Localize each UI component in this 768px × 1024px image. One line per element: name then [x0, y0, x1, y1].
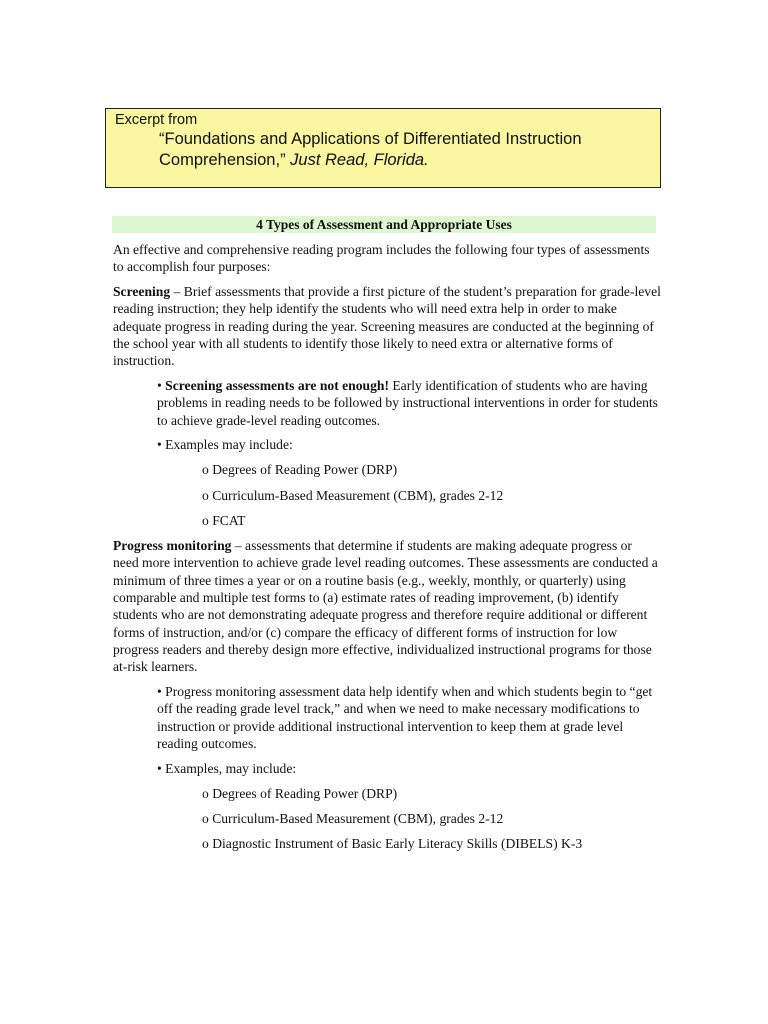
screening-bullet-2-text: Examples may include: — [165, 437, 293, 453]
screening-example: o Curriculum-Based Measurement (CBM), grades 2-12 — [202, 487, 504, 503]
progress-term: Progress monitoring — [113, 538, 232, 554]
progress-example: o Degrees of Reading Power (DRP) — [202, 785, 398, 801]
progress-definition: – assessments that determine if students are making adequate progress or need more intervention to achieve grade level reading outcomes. These assessments are conducted a minimum of three times a year or on a routine basis (e.g., weekly, monthly, or quarterly) using comparable and multiple test forms to (a) estimate rates of reading improvement, (b) identify students who are not demonstrating adequate progress and therefore require additional or different forms of instruction, and/or (c) compare the efficacy of different forms of instruction for low progress readers and thereby design more effective, individualized instructional programs for those at-risk learners. — [113, 538, 658, 675]
screening-paragraph — [113, 283, 661, 369]
progress-bullet-2: • Examples, may include: — [157, 760, 297, 776]
screening-example: o FCAT — [202, 512, 246, 528]
section-heading: 4 Types of Assessment and Appropriate Uses — [112, 216, 656, 233]
intro-paragraph: An effective and comprehensive reading program includes the following four types of assessments to accomplish four purposes: — [113, 242, 650, 275]
screening-bullet-1-text: Early identification of students who are having problems in reading needs to be followed by instructional interventions in order for students to achieve grade-level reading outcomes. — [157, 378, 658, 428]
screening-term: Screening — [113, 284, 171, 300]
screening-bullet-2: • Examples may include: — [157, 437, 293, 453]
screening-definition: – Brief assessments that provide a first picture of the student’s preparation for grade-level reading instruction; they help identify the students who will need extra help in order to make adequate progress in reading during the year. Screening measures are conducted at the beginning of the school year with all students to identify those likely to need extra or alternative forms of instruction. — [113, 284, 661, 369]
progress-bullet-1-text: Progress monitoring assessment data help identify when and which students begin to “get off the reading grade level track,” and when we need to make necessary modifications to instruction or provide additional instructional intervention to keep them at grade level reading outcomes. — [157, 684, 653, 751]
screening-example: o Degrees of Reading Power (DRP) — [202, 462, 398, 478]
excerpt-box — [105, 108, 661, 188]
progress-example: o Diagnostic Instrument of Basic Early Literacy Skills (DIBELS) K-3 — [202, 836, 583, 852]
excerpt-label: Excerpt from — [115, 112, 198, 128]
progress-bullet-1: • Progress monitoring assessment data help identify when and which students begin to “get off the reading grade level track,” and when we need to make necessary modifications to instruction or provide additional instructional intervention to keep them at grade level reading outcomes. — [157, 684, 653, 751]
progress-paragraph — [113, 537, 661, 675]
document-body — [113, 241, 661, 860]
progress-example: o Curriculum-Based Measurement (CBM), grades 2-12 — [202, 810, 504, 826]
excerpt-title-line1: “Foundations and Applications of Differentiated Instruction — [159, 130, 582, 148]
excerpt-title-line2: Comprehension,” — [159, 151, 291, 169]
screening-bullet-1: • Screening assessments are not enough! Early identification of students who are having problems in reading needs to be followed by instructional interventions in order for students to achieve grade-level reading outcomes. — [157, 378, 658, 428]
excerpt-source: Just Read, Florida. — [290, 151, 429, 169]
progress-bullet-2-text: Examples, may include: — [165, 760, 297, 776]
screening-bullet-1-bold: Screening assessments are not enough! — [165, 378, 389, 394]
excerpt-title — [159, 129, 582, 171]
